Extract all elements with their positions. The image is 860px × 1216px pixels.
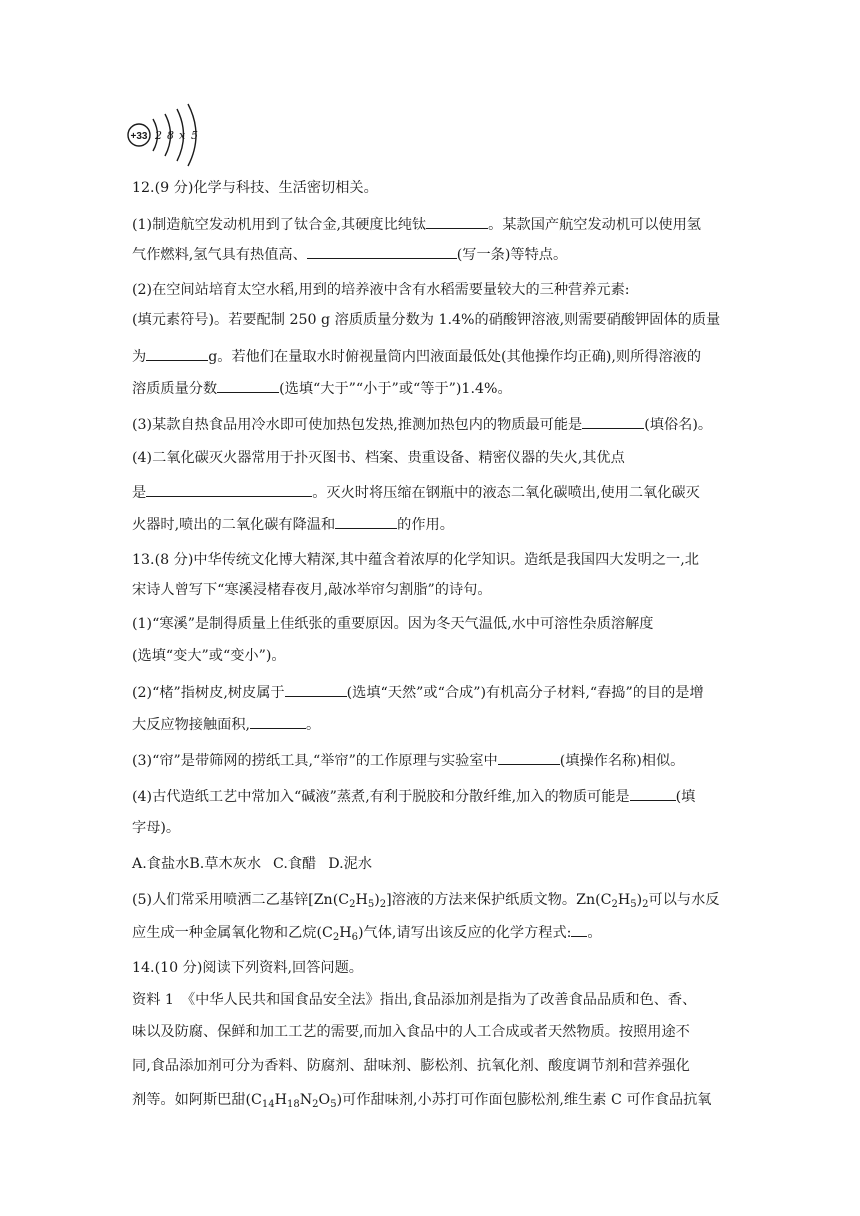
answer-blank[interactable] <box>582 414 644 429</box>
answer-blank[interactable] <box>250 714 306 729</box>
q13-part3: (3)“帘”是带筛网的捞纸工具,“举帘”的工作原理与实验室中 (填操作名称)相似。 <box>132 750 684 771</box>
q14-heading: 14.(10 分)阅读下列资料,回答问题。 <box>132 960 363 976</box>
q13-part2-line2: 大反应物接触面积, 。 <box>132 714 320 735</box>
answer-blank[interactable] <box>217 378 279 393</box>
q14-material1-line1: 资料 1 《中华人民共和国食品安全法》指出,食品添加剂是指为了改善食品品质和色、香、 <box>132 992 697 1008</box>
q12-part2-line2: (填元素符号)。若要配制 250 g 溶质质量分数为 1.4%的硝酸钾溶液,则需要硝酸钾固体的质量 <box>132 312 721 328</box>
q12-part1-line1: (1)制造航空发动机用到了钛合金,其硬度比纯钛 。某款国产航空发动机可以使用氢 <box>132 214 701 235</box>
answer-blank[interactable] <box>630 786 676 801</box>
q12-part2-line1: (2)在空间站培育太空水稻,用到的培养液中含有水稻需要量较大的三种营养元素: <box>132 282 630 298</box>
shell-4-count: 5 <box>191 129 198 142</box>
q13-heading-line2: 宋诗人曾写下“寒溪浸楮春夜月,敲冰举帘匀割脂”的诗句。 <box>132 582 492 598</box>
option-a[interactable]: A.食盐水 <box>132 856 190 872</box>
q13-part4-line1: (4)古代造纸工艺中常加入“碱液”蒸煮,有利于脱胶和分散纤维,加入的物质可能是 (填 <box>132 786 695 807</box>
q12-part4-line1: (4)二氧化碳灭火器常用于扑灭图书、档案、贵重设备、精密仪器的失火,其优点 <box>132 450 625 466</box>
q12-part3: (3)某款自热食品用冷水即可使加热包发热,推测加热包内的物质最可能是 (填俗名)。 <box>132 414 712 435</box>
q12-part4-line2: 是 。灭火时将压缩在钢瓶中的液态二氧化碳喷出,使用二氧化碳灭 <box>132 482 700 503</box>
option-b[interactable]: B.草木灰水 <box>189 856 262 872</box>
q13-part5-line1: (5)人们常采用喷洒二乙基锌$[Zn(C_2H_5)_2]$溶液的方法来保护纸质文物。$Zn(C_2H_5)_2$可以与水反 <box>132 892 720 910</box>
answer-blank[interactable] <box>146 482 312 497</box>
q13-heading: 13.(8 分)中华传统文化博大精深,其中蕴含着浓厚的化学知识。造纸是我国四大发明之一,北 <box>132 552 699 568</box>
q13-part2-line1: (2)“楮”指树皮,树皮属于 (选填“天然”或“合成”)有机高分子材料,“舂捣”的目的是增 <box>132 682 704 703</box>
option-d[interactable]: D.泥水 <box>328 856 373 872</box>
answer-blank[interactable] <box>285 682 347 697</box>
q13-options <box>132 854 372 874</box>
q13-part5-line2: 应生成一种金属氧化物和乙烷$(C_2H_6)$气体,请写出该反应的化学方程式: 。 <box>132 922 602 943</box>
answer-blank[interactable] <box>335 514 397 529</box>
answer-blank[interactable] <box>498 750 560 765</box>
q12-part4-line3: 火器时,喷出的二氧化碳有降温和 的作用。 <box>132 514 454 535</box>
q12-part2-line4: 溶质质量分数 (选填“大于”“小于”或“等于”)1.4%。 <box>132 378 512 399</box>
answer-blank[interactable] <box>426 214 488 229</box>
atom-structure-diagram <box>126 102 206 168</box>
shell-3-count: x <box>179 129 186 142</box>
answer-blank[interactable] <box>571 922 587 937</box>
answer-blank[interactable] <box>146 346 208 361</box>
nucleus-charge: +33 <box>130 131 148 142</box>
q13-part1-line2: (选填“变大”或“变小”)。 <box>132 648 286 664</box>
q13-part4-line2: 字母)。 <box>132 820 181 836</box>
shell-1-count: 2 <box>155 129 162 142</box>
q14-material1-line2: 味以及防腐、保鲜和加工工艺的需要,而加入食品中的人工合成或者天然物质。按照用途不 <box>132 1024 690 1040</box>
answer-blank[interactable] <box>307 244 457 259</box>
shell-2-count: 8 <box>167 129 174 142</box>
q12-part2-line3: 为 g。若他们在量取水时俯视量筒内凹液面最低处(其他操作均正确),则所得溶液的 <box>132 346 701 367</box>
option-c[interactable]: C.食醋 <box>273 856 317 872</box>
q14-material1-line3: 同,食品添加剂可分为香料、防腐剂、甜味剂、膨松剂、抗氧化剂、酸度调节剂和营养强化 <box>132 1058 690 1074</box>
q12-heading: 12.(9 分)化学与科技、生活密切相关。 <box>132 180 378 196</box>
q12-part1-line2: 气作燃料,氢气具有热值高、 (写一条)等特点。 <box>132 244 567 265</box>
q13-part1-line1: (1)“寒溪”是制得质量上佳纸张的重要原因。因为冬天气温低,水中可溶性杂质溶解度 <box>132 616 654 632</box>
q14-material1-line4: 剂等。如阿斯巴甜$(C_{14}H_{18}N_2O_5)$可作甜味剂,小苏打可作面包膨松剂,维生素 C 可作食品抗氧 <box>132 1092 712 1110</box>
